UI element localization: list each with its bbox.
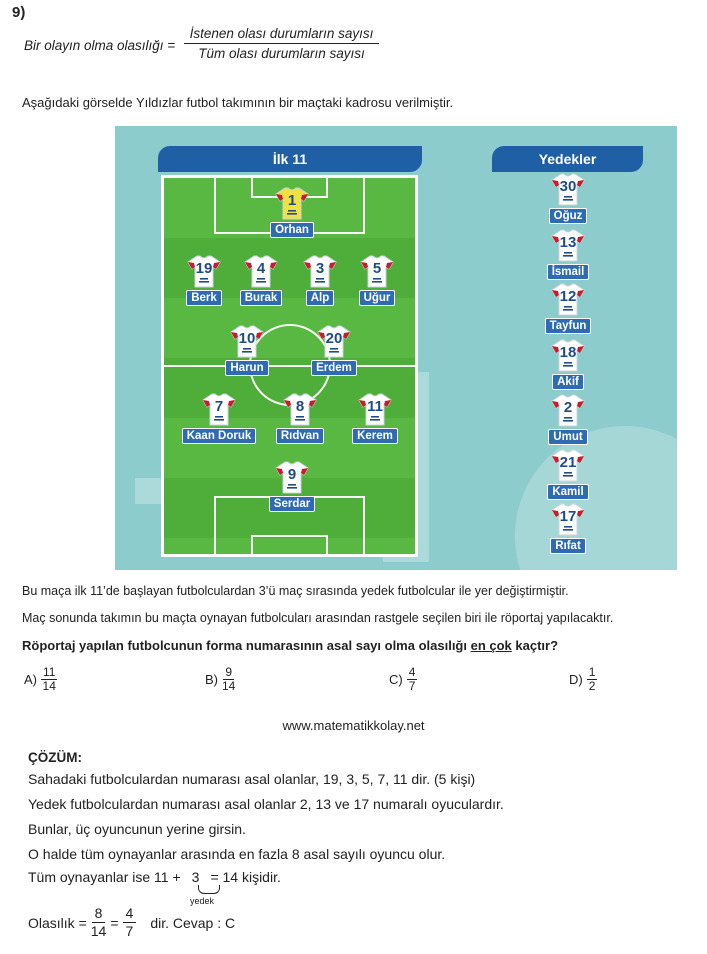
website-credit: www.matematikkolay.net bbox=[282, 718, 425, 733]
jersey-number: 30 bbox=[559, 178, 577, 195]
jersey-icon bbox=[551, 228, 585, 262]
substitute-player bbox=[527, 393, 609, 445]
choice-denominator: 2 bbox=[588, 679, 596, 693]
starting-player bbox=[334, 392, 416, 444]
player-name-label: Alp bbox=[306, 290, 335, 306]
solution-line: O halde tüm oynayanlar arasında en fazla 8 asal sayılı oyuncu olur. bbox=[28, 846, 446, 862]
question-prompt-emphasis: en çok bbox=[470, 638, 512, 653]
choice-b[interactable] bbox=[205, 666, 235, 693]
jersey-icon bbox=[283, 392, 317, 426]
paragraph-substitutions: Bu maça ilk 11’de başlayan futbolculardan 3’ü maç sırasında yedek futbolcular ile yer değiştirmiştir. bbox=[22, 584, 569, 598]
jersey-icon bbox=[551, 502, 585, 536]
jersey-icon bbox=[551, 393, 585, 427]
bottom-goal-area bbox=[251, 535, 328, 557]
player-name-label: Orhan bbox=[270, 222, 314, 238]
choice-numerator: 1 bbox=[588, 665, 596, 679]
fraction-numerator: 8 bbox=[92, 905, 106, 923]
question-number: 9) bbox=[12, 4, 26, 21]
substitute-player bbox=[527, 338, 609, 390]
equals-sign: = bbox=[110, 914, 119, 931]
jersey-number: 21 bbox=[559, 454, 577, 471]
starting-player bbox=[251, 186, 333, 238]
substitute-player bbox=[527, 282, 609, 334]
jersey-icon bbox=[551, 338, 585, 372]
paragraph-interview: Maç sonunda takımın bu maçta oynayan futbolcuları arasından rastgele seçilen biri ile röportaj yapılacaktır. bbox=[22, 611, 614, 625]
choice-label: A) bbox=[24, 672, 37, 687]
player-name-label: Oğuz bbox=[549, 208, 588, 224]
solution-line: Bunlar, üç oyuncunun yerine girsin. bbox=[28, 821, 246, 837]
starting-player bbox=[251, 460, 333, 512]
formula-denominator: Tüm olası durumların sayısı bbox=[198, 46, 365, 61]
jersey-number: 3 bbox=[315, 260, 325, 277]
jersey-number: 19 bbox=[195, 260, 213, 277]
starting-player bbox=[259, 392, 341, 444]
fraction-denominator: 7 bbox=[125, 923, 134, 939]
choice-numerator: 4 bbox=[408, 665, 416, 679]
jersey-number: 12 bbox=[559, 288, 577, 305]
jersey-number: 2 bbox=[563, 399, 573, 416]
player-name-label: Umut bbox=[548, 429, 587, 445]
jersey-icon bbox=[551, 172, 585, 206]
jersey-icon bbox=[275, 186, 309, 220]
substitute-player bbox=[527, 502, 609, 554]
jersey-number: 20 bbox=[325, 330, 343, 347]
formula-numerator: İstenen olası durumların sayısı bbox=[184, 26, 379, 44]
choice-label: D) bbox=[569, 672, 583, 687]
jersey-number: 4 bbox=[256, 260, 266, 277]
jersey-icon bbox=[360, 254, 394, 288]
starting-eleven-header: İlk 11 bbox=[158, 146, 422, 172]
fraction-numerator: 4 bbox=[123, 905, 137, 923]
player-name-label: Serdar bbox=[269, 496, 315, 512]
question-prompt-part1: Röportaj yapılan futbolcunun forma numarasının asal sayı olma olasılığı bbox=[22, 638, 471, 653]
jersey-icon bbox=[230, 324, 264, 358]
jersey-icon bbox=[275, 460, 309, 494]
lineup-figure bbox=[115, 126, 677, 570]
player-name-label: Berk bbox=[186, 290, 222, 306]
question-prompt bbox=[22, 638, 558, 653]
player-name-label: Kamil bbox=[547, 484, 588, 500]
player-name-label: Tayfun bbox=[545, 318, 592, 334]
choice-denominator: 14 bbox=[222, 679, 236, 693]
jersey-icon bbox=[202, 392, 236, 426]
player-name-label: Rıdvan bbox=[276, 428, 324, 444]
choice-a[interactable] bbox=[24, 666, 57, 693]
probability-label: Olasılık = bbox=[28, 914, 87, 931]
player-name-label: Burak bbox=[240, 290, 283, 306]
solution-heading: ÇÖZÜM: bbox=[28, 750, 82, 765]
jersey-number: 9 bbox=[287, 466, 297, 483]
player-name-label: Erdem bbox=[311, 360, 357, 376]
formula-lhs: Bir olayın olma olasılığı = bbox=[24, 38, 176, 53]
jersey-number: 10 bbox=[238, 330, 256, 347]
jersey-number: 17 bbox=[559, 508, 577, 525]
player-name-label: Harun bbox=[225, 360, 268, 376]
starting-player bbox=[178, 392, 260, 444]
choice-denominator: 14 bbox=[42, 679, 56, 693]
choice-numerator: 9 bbox=[225, 665, 233, 679]
choice-fraction bbox=[587, 666, 598, 693]
intro-text: Aşağıdaki görselde Yıldızlar futbol takımının bir maçtaki kadrosu verilmiştir. bbox=[22, 95, 454, 110]
starting-player bbox=[206, 324, 288, 376]
jersey-icon bbox=[187, 254, 221, 288]
starting-player bbox=[293, 324, 375, 376]
jersey-number: 7 bbox=[214, 398, 224, 415]
player-name-label: İsmail bbox=[547, 264, 590, 280]
jersey-number: 11 bbox=[367, 398, 383, 415]
choice-fraction bbox=[222, 666, 235, 693]
underbrace-label: yedek bbox=[190, 896, 215, 906]
substitute-player bbox=[527, 448, 609, 500]
jersey-number: 8 bbox=[295, 398, 305, 415]
probability-fraction-reduced bbox=[123, 905, 137, 940]
starting-player bbox=[336, 254, 418, 306]
choice-c[interactable] bbox=[389, 666, 417, 693]
question-prompt-part2: kaçtır? bbox=[511, 638, 559, 653]
choice-fraction bbox=[41, 666, 57, 693]
solution-line-total bbox=[28, 869, 281, 906]
solution-line: Sahadaki futbolculardan numarası asal olanlar, 19, 3, 5, 7, 11 dir. (5 kişi) bbox=[28, 771, 476, 787]
choice-label: B) bbox=[205, 672, 218, 687]
choice-label: C) bbox=[389, 672, 403, 687]
jersey-icon bbox=[244, 254, 278, 288]
total-part2: = 14 kişidir. bbox=[210, 869, 281, 885]
probability-fraction bbox=[91, 905, 107, 940]
substitute-player bbox=[527, 172, 609, 224]
jersey-number: 13 bbox=[559, 234, 577, 251]
total-subs-count: 3 bbox=[191, 869, 200, 885]
jersey-number: 18 bbox=[559, 344, 577, 361]
player-name-label: Uğur bbox=[359, 290, 396, 306]
choice-fraction bbox=[407, 666, 418, 693]
player-name-label: Kerem bbox=[352, 428, 398, 444]
jersey-icon bbox=[551, 282, 585, 316]
jersey-icon bbox=[551, 448, 585, 482]
total-part1: Tüm oynayanlar ise 11 + bbox=[28, 869, 181, 885]
choice-d[interactable] bbox=[569, 666, 597, 693]
player-name-label: Kaan Doruk bbox=[182, 428, 257, 444]
jersey-icon bbox=[358, 392, 392, 426]
fraction-denominator: 14 bbox=[90, 923, 107, 939]
substitutes-header: Yedekler bbox=[492, 146, 643, 172]
jersey-number: 5 bbox=[372, 260, 382, 277]
jersey-icon bbox=[317, 324, 351, 358]
choice-denominator: 7 bbox=[408, 679, 416, 693]
substitute-player bbox=[527, 228, 609, 280]
underbrace bbox=[198, 885, 220, 894]
formula-fraction bbox=[184, 26, 379, 61]
jersey-number: 1 bbox=[287, 192, 297, 209]
answer-text: dir. Cevap : C bbox=[150, 914, 236, 931]
player-name-label: Rıfat bbox=[550, 538, 586, 554]
choice-numerator: 11 bbox=[43, 665, 56, 679]
solution-probability bbox=[28, 905, 235, 940]
jersey-icon bbox=[303, 254, 337, 288]
player-name-label: Akif bbox=[552, 374, 584, 390]
solution-line: Yedek futbolculardan numarası asal olanlar 2, 13 ve 17 numaralı oyuculardır. bbox=[28, 796, 504, 812]
